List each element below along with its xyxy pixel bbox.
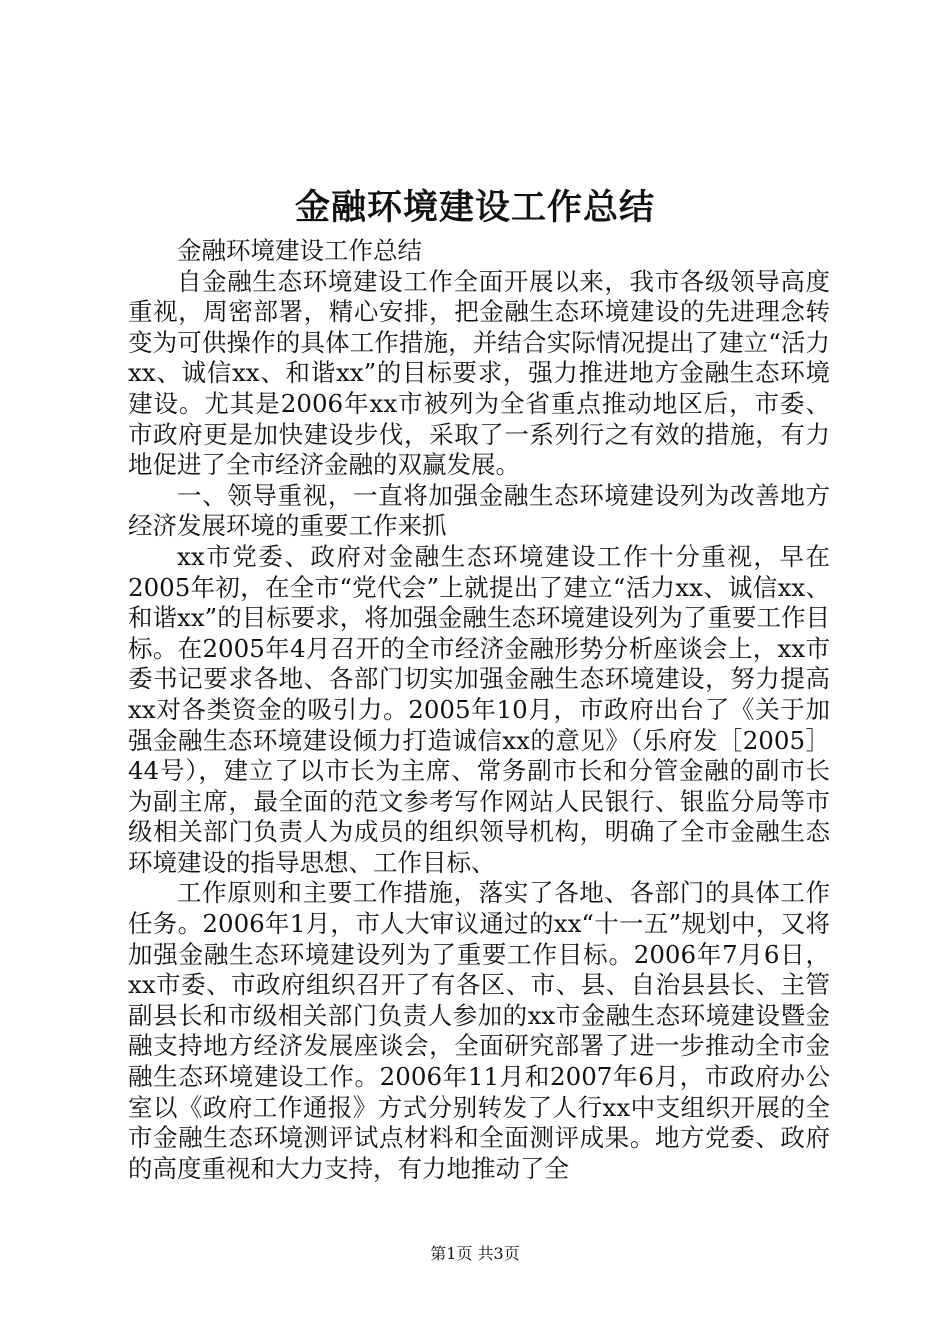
page-footer: 第1页 共3页 <box>430 1244 520 1263</box>
paragraph-section-1: xx市党委、政府对金融生态环境建设工作十分重视，早在2005年初，在全市“党代会”上就提出了建立“活力xx、诚信xx、和谐xx”的目标要求，将加强金融生态环境建设列为了重要工作目标。在2005年4月召开的全市经济金融形势分析座谈会上，xx市委书记要求各地、各部门切实加强金融生态环境建设，努力提高xx对各类资金的吸引力。2005年10月，市政府出台了《关于加强金融生态环境建设倾力打造诚信xx的意见》（乐府发［2005］44号），建立了以市长为主席、常务副市长和分管金融的副市长为副主席，最全面的范文参考写作网站人民银行、银监分局等市级相关部门负责人为成员的组织领导机构，明确了全市金融生态环境建设的指导思想、工作目标、 <box>128 541 830 877</box>
paragraph-section-1-continued: 工作原则和主要工作措施，落实了各地、各部门的具体工作任务。2006年1月，市人大审议通过的xx“十一五”规划中，又将加强金融生态环境建设列为了重要工作目标。2006年7月6日，xx市委、市政府组织召开了有各区、市、县、自治县县长、主管副县长和市级相关部门负责人参加的xx市金融生态环境建设暨金融支持地方经济发展座谈会，全面研究部署了进一步推动全市金融生态环境建设工作。2006年11月和2007年6月，市政府办公室以《政府工作通报》方式分别转发了人行xx中支组织开展的全市金融生态环境测评试点材料和全面测评成果。地方党委、政府的高度重视和大力支持，有力地推动了全 <box>128 878 830 1183</box>
paragraph-subtitle: 金融环境建设工作总结 <box>177 236 422 265</box>
section-heading-1: 一、领导重视，一直将加强金融生态环境建设列为改善地方经济发展环境的重要工作来抓 <box>128 480 830 541</box>
paragraph-intro: 自金融生态环境建设工作全面开展以来，我市各级领导高度重视，周密部署，精心安排，把金融生态环境建设的先进理念转变为可供操作的具体工作措施，并结合实际情况提出了建立“活力xx、诚信xx、和谐xx”的目标要求，强力推进地方金融生态环境建设。尤其是2006年xx市被列为全省重点推动地区后，市委、市政府更是加快建设步伐，采取了一系列行之有效的措施，有力地促进了全市经济金融的双赢发展。 <box>128 266 830 480</box>
document-body <box>128 236 830 1184</box>
page-title: 金融环境建设工作总结 <box>294 187 655 228</box>
